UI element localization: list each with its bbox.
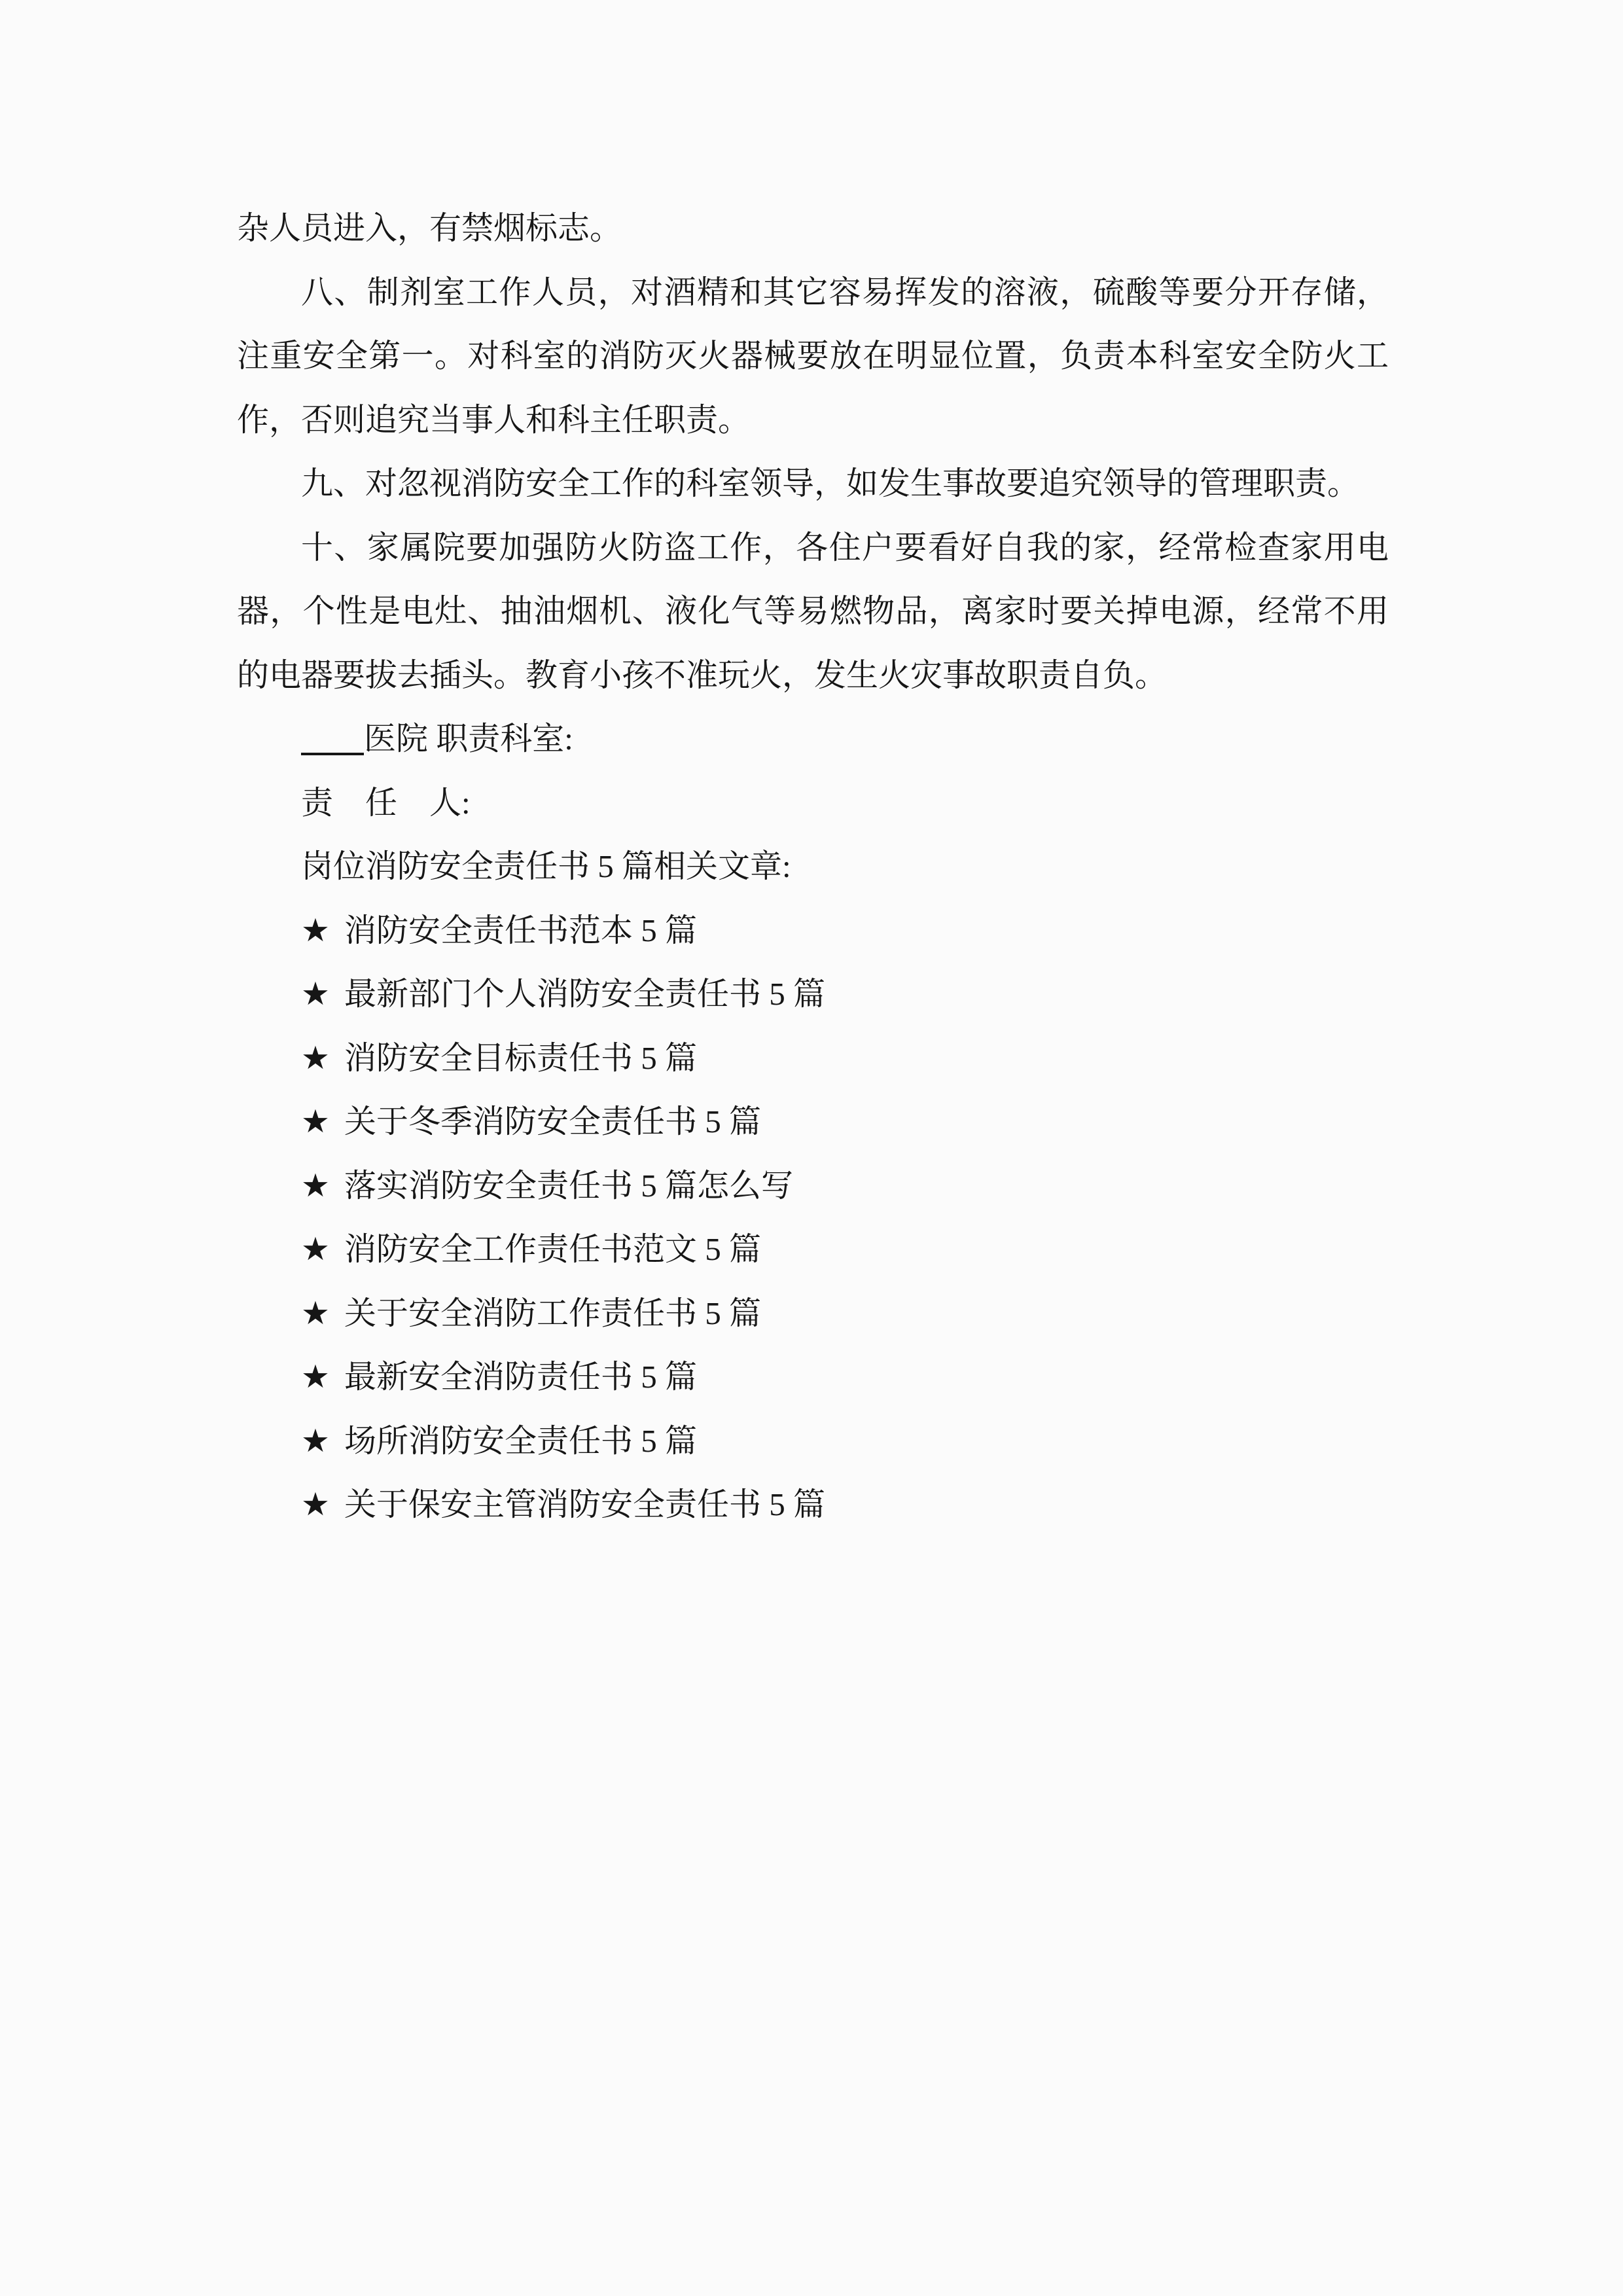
star-icon: ★ xyxy=(301,1039,330,1076)
related-article-item xyxy=(237,1409,1389,1473)
body-line: 九、对忽视消防安全工作的科室领导，如发生事故要追究领导的管理职责。 xyxy=(301,465,1360,501)
star-icon: ★ xyxy=(301,1167,330,1204)
related-article-item xyxy=(237,1345,1389,1409)
related-article-text: 最新安全消防责任书 5 篇 xyxy=(344,1359,697,1395)
related-article-item xyxy=(237,1154,1389,1218)
hospital-line xyxy=(237,707,1389,771)
related-article-item xyxy=(237,1473,1389,1537)
hospital-line-text: 医院 职责科室: xyxy=(364,721,573,757)
related-article-item xyxy=(237,1282,1389,1346)
body-line: 注重安全第一。对科室的消防灭火器械要放在明显位置，负责本科室安全防火工 xyxy=(237,338,1389,374)
star-icon: ★ xyxy=(301,1295,330,1331)
responsible-line: 责 任 人: xyxy=(301,784,471,821)
related-article-item xyxy=(237,962,1389,1026)
related-article-text: 消防安全工作责任书范文 5 篇 xyxy=(344,1231,761,1267)
star-icon: ★ xyxy=(301,1103,330,1139)
related-heading: 岗位消防安全责任书 5 篇相关文章: xyxy=(301,848,791,884)
body-line: 作，否则追究当事人和科主任职责。 xyxy=(237,401,751,438)
related-article-text: 关于冬季消防安全责任书 5 篇 xyxy=(344,1103,761,1139)
star-icon: ★ xyxy=(301,912,330,948)
star-icon: ★ xyxy=(301,1422,330,1459)
star-icon: ★ xyxy=(301,976,330,1012)
related-article-text: 关于保安主管消防安全责任书 5 篇 xyxy=(344,1486,825,1522)
star-icon: ★ xyxy=(301,1231,330,1267)
body-line: 器，个性是电灶、抽油烟机、液化气等易燃物品，离家时要关掉电源，经常不用 xyxy=(237,593,1389,629)
star-icon: ★ xyxy=(301,1359,330,1395)
text-block xyxy=(237,196,1389,1537)
body-line: 八、制剂室工作人员，对酒精和其它容易挥发的溶液，硫酸等要分开存储， xyxy=(301,274,1389,310)
body-line: 杂人员进入，有禁烟标志。 xyxy=(237,210,622,246)
related-article-item xyxy=(237,1026,1389,1090)
body-line: 十、家属院要加强防火防盗工作，各住户要看好自我的家，经常检查家用电 xyxy=(301,529,1389,565)
body-line: 的电器要拔去插头。教育小孩不准玩火，发生火灾事故职责自负。 xyxy=(237,656,1168,693)
related-article-item xyxy=(237,899,1389,963)
star-icon: ★ xyxy=(301,1486,330,1522)
related-article-item xyxy=(237,1217,1389,1282)
related-article-item xyxy=(237,1090,1389,1154)
related-article-text: 落实消防安全责任书 5 篇怎么写 xyxy=(344,1167,793,1204)
related-article-text: 最新部门个人消防安全责任书 5 篇 xyxy=(344,976,825,1012)
related-article-text: 关于安全消防工作责任书 5 篇 xyxy=(344,1295,761,1331)
related-article-text: 消防安全目标责任书 5 篇 xyxy=(344,1039,697,1076)
blank-underline xyxy=(301,753,364,755)
related-article-text: 场所消防安全责任书 5 篇 xyxy=(344,1422,697,1459)
related-article-text: 消防安全责任书范本 5 篇 xyxy=(344,912,697,948)
